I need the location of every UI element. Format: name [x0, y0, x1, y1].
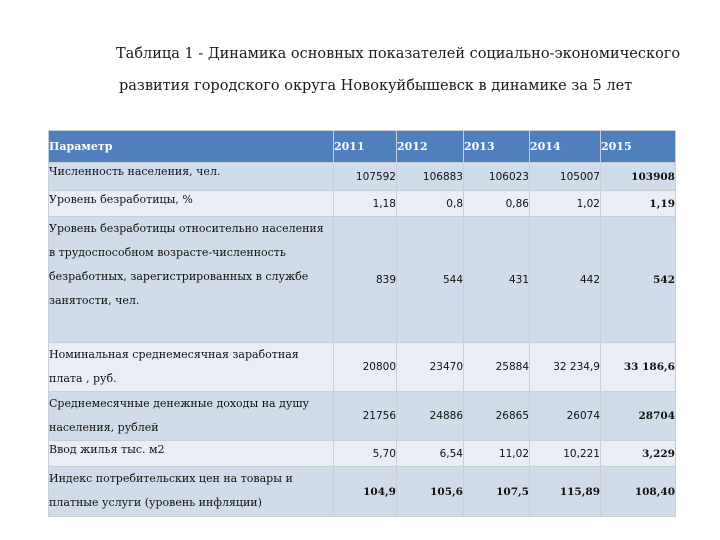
cell-value: 115,89 [530, 467, 601, 517]
cell-value: 28704 [601, 392, 676, 441]
cell-value: 24886 [397, 392, 464, 441]
row-parameter: Ввод жилья тыс. м2 [49, 441, 334, 467]
cell-value: 431 [464, 217, 530, 343]
table-row [49, 441, 676, 467]
table-row [49, 467, 676, 517]
cell-value: 23470 [397, 343, 464, 392]
cell-value: 1,02 [530, 191, 601, 217]
cell-value: 1,18 [334, 191, 397, 217]
table-caption-line-1: Таблица 1 - Динамика основных показателей социально-экономического [116, 46, 681, 62]
cell-value: 25884 [464, 343, 530, 392]
row-parameter: Среднемесячные денежные доходы на душу населения, рублей [49, 392, 334, 441]
cell-value: 542 [601, 217, 676, 343]
cell-value: 1,19 [601, 191, 676, 217]
table-row [49, 163, 676, 191]
cell-value: 105,6 [397, 467, 464, 517]
table-row [49, 191, 676, 217]
table-caption-line-2: развития городского округа Новокуйбышевск в динамике за 5 лет [119, 78, 633, 94]
cell-value: 26865 [464, 392, 530, 441]
cell-value: 839 [334, 217, 397, 343]
cell-value: 106023 [464, 163, 530, 191]
header-year-2014: 2014 [530, 131, 601, 163]
cell-value: 105007 [530, 163, 601, 191]
indicators-table [48, 130, 676, 517]
cell-value: 11,02 [464, 441, 530, 467]
cell-value: 442 [530, 217, 601, 343]
row-parameter: Уровень безработицы относительно населения в трудоспособном возрасте-численность безработных, зарегистрированных в службе занятости, чел. [49, 217, 334, 343]
cell-value: 6,54 [397, 441, 464, 467]
header-year-2011: 2011 [334, 131, 397, 163]
row-parameter: Номинальная среднемесячная заработная плата , руб. [49, 343, 334, 392]
cell-value: 10,221 [530, 441, 601, 467]
table-header-row [49, 131, 676, 163]
cell-value: 5,70 [334, 441, 397, 467]
cell-value: 3,229 [601, 441, 676, 467]
cell-value: 544 [397, 217, 464, 343]
cell-value: 21756 [334, 392, 397, 441]
cell-value: 20800 [334, 343, 397, 392]
cell-value: 26074 [530, 392, 601, 441]
cell-value: 104,9 [334, 467, 397, 517]
row-parameter: Уровень безработицы, % [49, 191, 334, 217]
cell-value: 108,40 [601, 467, 676, 517]
cell-value: 103908 [601, 163, 676, 191]
header-year-2013: 2013 [464, 131, 530, 163]
header-year-2012: 2012 [397, 131, 464, 163]
cell-value: 106883 [397, 163, 464, 191]
cell-value: 32 234,9 [530, 343, 601, 392]
row-parameter: Индекс потребительских цен на товары и платные услуги (уровень инфляции) [49, 467, 334, 517]
cell-value: 107,5 [464, 467, 530, 517]
table-row [49, 217, 676, 343]
cell-value: 107592 [334, 163, 397, 191]
table-row [49, 392, 676, 441]
row-parameter: Численность населения, чел. [49, 163, 334, 191]
table-row [49, 343, 676, 392]
cell-value: 0,86 [464, 191, 530, 217]
header-parameter: Параметр [49, 131, 334, 163]
header-year-2015: 2015 [601, 131, 676, 163]
cell-value: 0,8 [397, 191, 464, 217]
cell-value: 33 186,6 [601, 343, 676, 392]
